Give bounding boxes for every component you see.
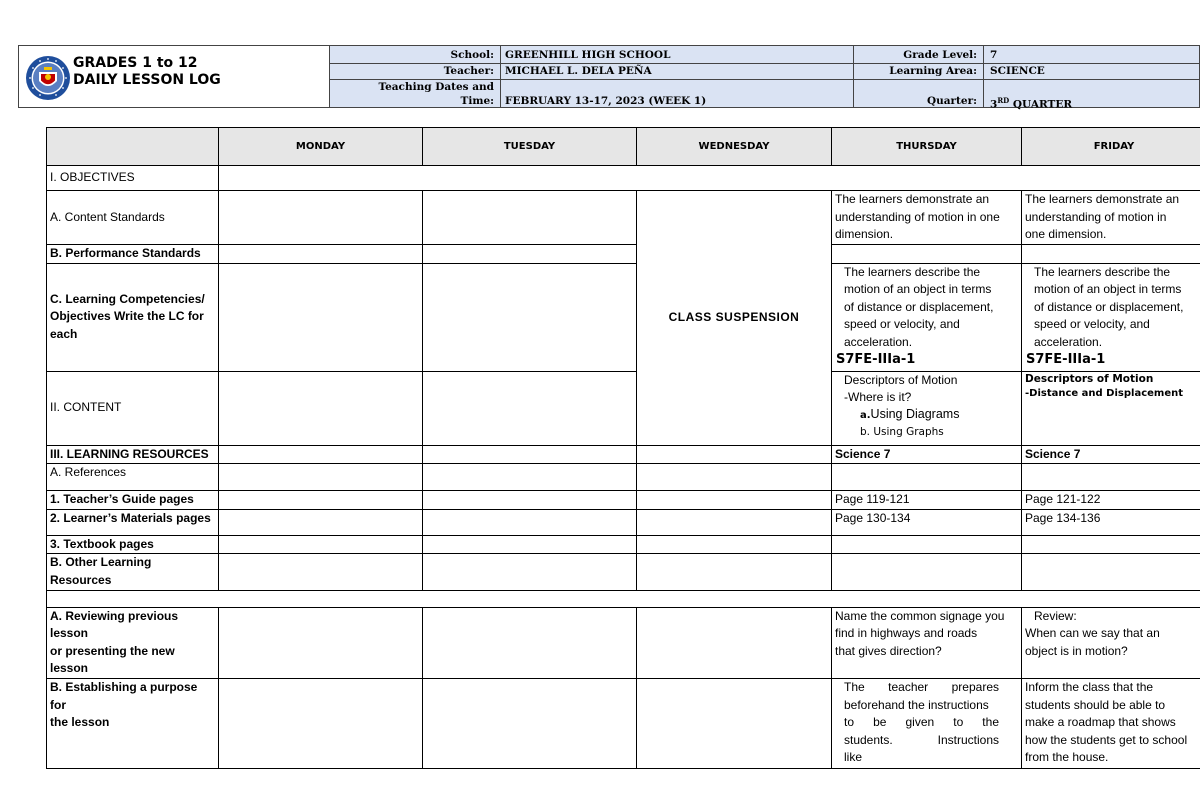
content-heading: II. CONTENT <box>47 371 219 445</box>
thursday-content: Descriptors of Motion -Where is it? a.Using Diagrams b. Using Graphs <box>832 371 1022 445</box>
friday-competencies: The learners describe the motion of an object in terms of distance or displacement, speed or velocity, and acceleration. S7FE-IIIa-1 <box>1022 263 1200 371</box>
friday-competency-code: S7FE-IIIa-1 <box>1026 351 1106 367</box>
class-suspension-note: CLASS SUSPENSION <box>637 191 832 446</box>
learning-area-value: SCIENCE <box>990 65 1045 77</box>
table-row <box>47 191 1200 245</box>
friday-content-standards: The learners demonstrate an understanding of motion in one dimension. <box>1022 191 1200 245</box>
header-info-grid <box>329 46 1199 111</box>
reviewing-lesson-label: A. Reviewing previous lesson or presenting the new lesson <box>47 607 219 678</box>
thursday-competencies: The learners describe the motion of an object in terms of distance or displacement, speed or velocity, and acceleration. S7FE-IIIa-1 <box>832 263 1022 371</box>
thursday-purpose: The teacher prepares beforehand the instructions to be given to the students. Instructions like <box>832 678 1022 768</box>
references-label: A. References <box>47 464 219 491</box>
thursday-content-standards: The learners demonstrate an understanding of motion in one dimension. <box>832 191 1022 245</box>
day-monday: MONDAY <box>219 128 423 166</box>
day-wednesday: WEDNESDAY <box>637 128 832 166</box>
friday-review: Review: When can we say that an object is in motion? <box>1022 607 1200 678</box>
table-row <box>47 445 1200 464</box>
learning-resources-heading: III. LEARNING RESOURCES <box>47 445 219 464</box>
header-title-block <box>19 46 329 107</box>
school-label: School: <box>450 49 494 61</box>
day-thursday: THURSDAY <box>832 128 1022 166</box>
table-row <box>47 371 1200 445</box>
table-row <box>47 491 1200 510</box>
table-row <box>47 554 1200 590</box>
table-row <box>47 535 1200 554</box>
learning-area-label: Learning Area: <box>889 65 977 77</box>
lesson-log-header <box>18 45 1200 111</box>
title-line-2: DAILY LESSON LOG <box>73 72 221 88</box>
day-tuesday: TUESDAY <box>423 128 637 166</box>
establishing-purpose-label: B. Establishing a purpose for the lesson <box>47 678 219 768</box>
grade-level-label: Grade Level: <box>903 49 977 61</box>
teacher-value: MICHAEL L. DELA PEÑA <box>505 65 652 77</box>
day-header-row <box>47 128 1200 166</box>
thursday-competency-code: S7FE-IIIa-1 <box>836 351 916 367</box>
teacher-label: Teacher: <box>443 65 494 77</box>
table-row <box>47 509 1200 535</box>
day-friday: FRIDAY <box>1022 128 1200 166</box>
table-row <box>47 166 1200 191</box>
quarter-label: Quarter: <box>926 95 977 107</box>
daily-lesson-table <box>46 127 1200 769</box>
objectives-heading: I. OBJECTIVES <box>47 166 219 191</box>
thursday-resources: Science 7 <box>832 445 1022 464</box>
friday-lm-pages: Page 134-136 <box>1022 509 1200 535</box>
friday-content: Descriptors of Motion -Distance and Displacement <box>1022 371 1200 445</box>
deped-seal-icon <box>25 55 71 101</box>
teaching-dates-value: FEBRUARY 13-17, 2023 (WEEK 1) <box>505 95 707 107</box>
performance-standards-label: B. Performance Standards <box>47 245 219 264</box>
corner-cell <box>47 128 219 166</box>
table-row <box>47 263 1200 371</box>
friday-tg-pages: Page 121-122 <box>1022 491 1200 510</box>
friday-resources: Science 7 <box>1022 445 1200 464</box>
document-title <box>73 55 221 89</box>
quarter-value: 3RD QUARTER <box>990 96 1073 111</box>
table-row <box>47 464 1200 491</box>
grade-level-value: 7 <box>990 49 998 61</box>
title-line-1: GRADES 1 to 12 <box>73 55 198 71</box>
thursday-lm-pages: Page 130-134 <box>832 509 1022 535</box>
learners-materials-label: 2. Learner’s Materials pages <box>47 509 219 535</box>
content-standards-label: A. Content Standards <box>47 191 219 245</box>
table-row <box>47 678 1200 768</box>
other-resources-label: B. Other Learning Resources <box>47 554 219 590</box>
table-row <box>47 590 1200 607</box>
thursday-review: Name the common signage you find in highways and roads that gives direction? <box>832 607 1022 678</box>
teachers-guide-label: 1. Teacher’s Guide pages <box>47 491 219 510</box>
teaching-dates-label-2: Time: <box>460 95 494 107</box>
school-value: GREENHILL HIGH SCHOOL <box>505 49 671 61</box>
table-row <box>47 245 1200 264</box>
friday-purpose: Inform the class that the students should be able to make a roadmap that shows how the students get to school from the house. <box>1022 678 1200 768</box>
teaching-dates-label-1: Teaching Dates and <box>378 81 494 93</box>
thursday-tg-pages: Page 119-121 <box>832 491 1022 510</box>
learning-competencies-label: C. Learning Competencies/ Objectives Write the LC for each <box>47 263 219 371</box>
table-row <box>47 607 1200 678</box>
textbook-pages-label: 3. Textbook pages <box>47 535 219 554</box>
